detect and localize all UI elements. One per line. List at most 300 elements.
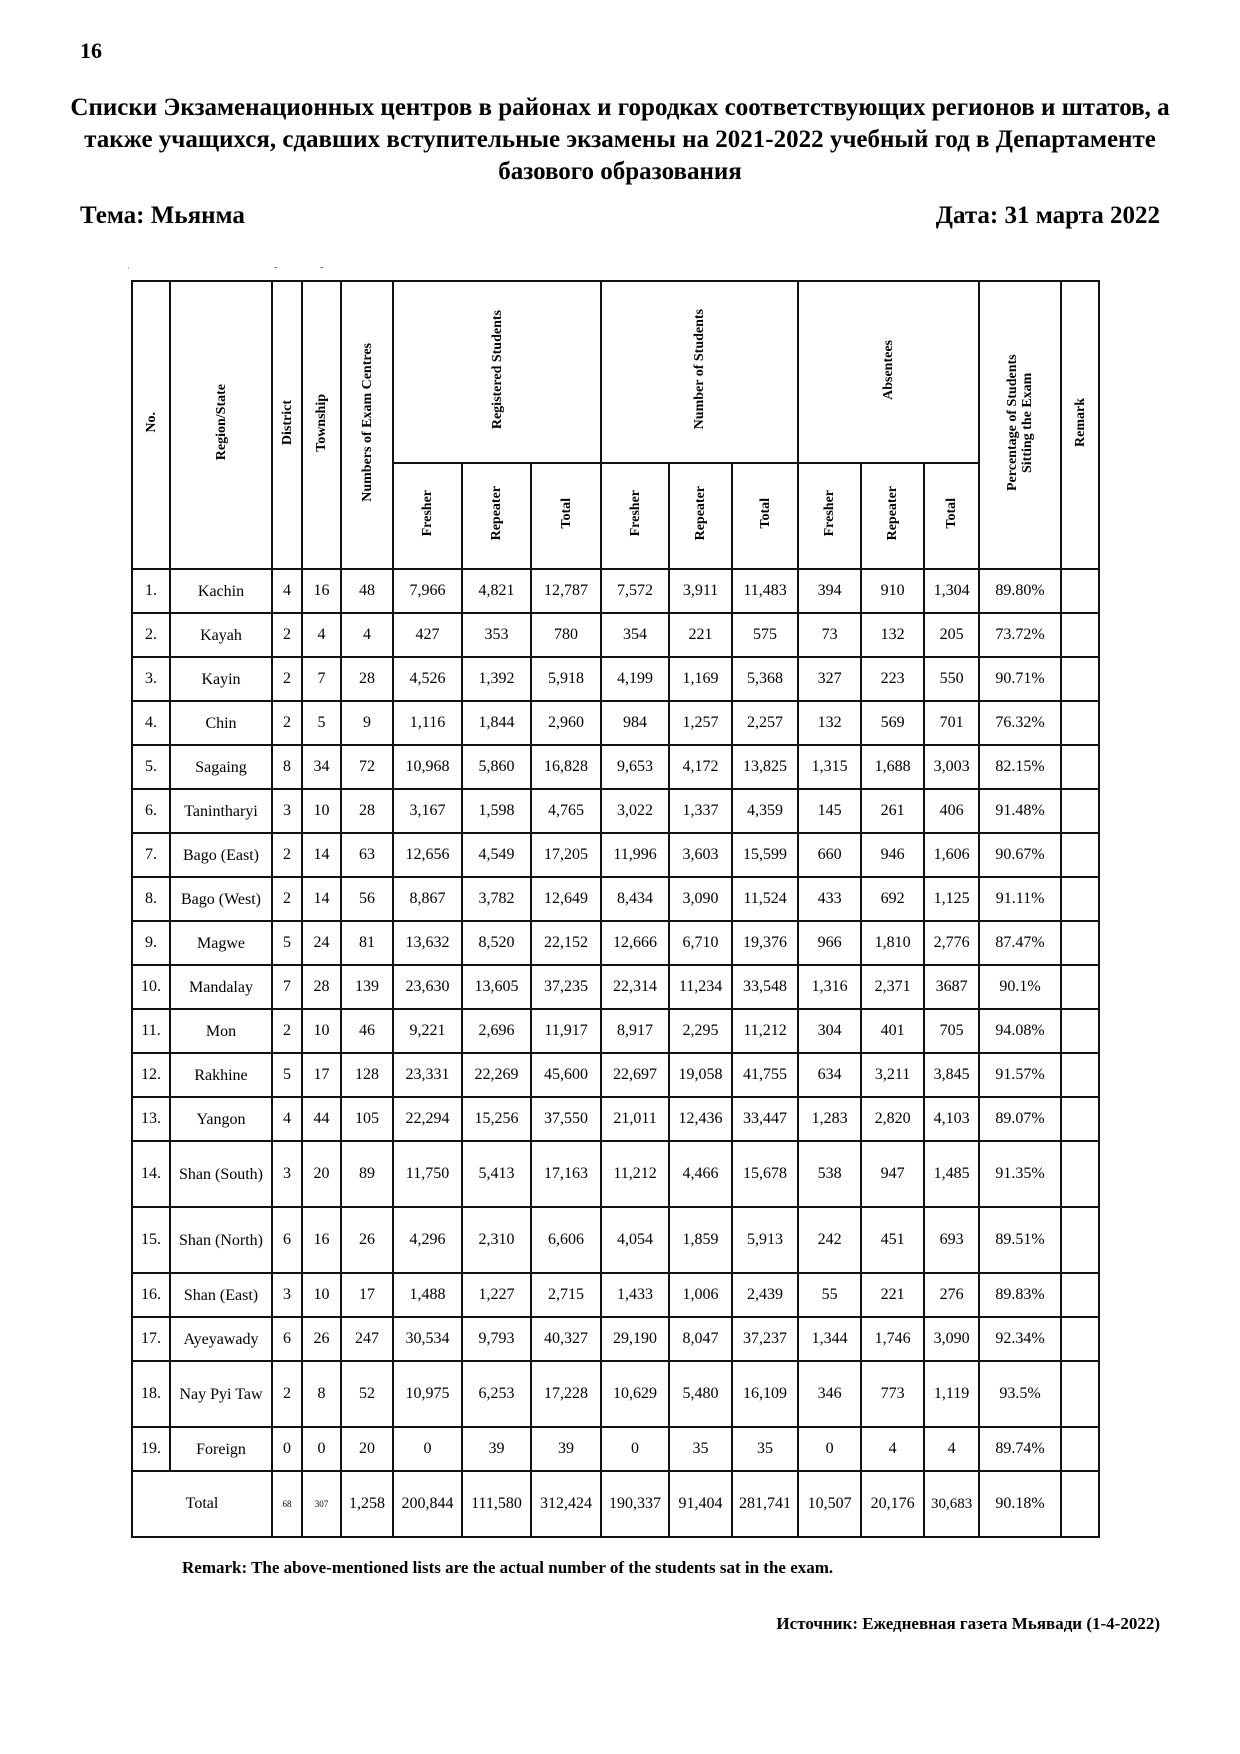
cell-abs-t: 1,119	[924, 1361, 979, 1427]
cell-abs-f: 394	[798, 569, 861, 613]
header-region: Region/State	[170, 281, 272, 569]
total-abs-f: 10,507	[798, 1471, 861, 1537]
region-cell: Rakhine	[170, 1053, 272, 1097]
cell-reg-f: 10,975	[393, 1361, 462, 1427]
cell-pct: 89.07%	[979, 1097, 1061, 1141]
subheader-repeater: Repeater	[462, 463, 531, 569]
cell-reg-t: 16,828	[531, 745, 601, 789]
cell-sit-r: 1,169	[669, 657, 732, 701]
cell-sit-f: 8,917	[601, 1009, 669, 1053]
cell-centres: 52	[341, 1361, 393, 1427]
cell-abs-f: 1,344	[798, 1317, 861, 1361]
cell-abs-r: 2,371	[861, 965, 924, 1009]
remark-cell	[1061, 657, 1099, 701]
cell-sit-f: 29,190	[601, 1317, 669, 1361]
cell-reg-t: 17,163	[531, 1141, 601, 1207]
remark-cell	[1061, 1053, 1099, 1097]
cell-reg-r: 6,253	[462, 1361, 531, 1427]
exam-statistics-table	[131, 280, 1100, 1538]
cell-abs-r: 223	[861, 657, 924, 701]
cell-reg-t: 6,606	[531, 1207, 601, 1273]
remark-cell	[1061, 965, 1099, 1009]
cell-sit-t: 33,548	[732, 965, 798, 1009]
subheader-total: Total	[531, 463, 601, 569]
table-row	[132, 833, 1099, 877]
table-row	[132, 1141, 1099, 1207]
cell-abs-t: 1,606	[924, 833, 979, 877]
cell-township: 28	[302, 965, 341, 1009]
cell-sit-r: 35	[669, 1427, 732, 1471]
cell-sit-r: 1,859	[669, 1207, 732, 1273]
cell-sit-f: 4,199	[601, 657, 669, 701]
cell-township: 14	[302, 833, 341, 877]
subheader-total: Total	[732, 463, 798, 569]
cell-reg-t: 11,917	[531, 1009, 601, 1053]
cell-sit-r: 8,047	[669, 1317, 732, 1361]
row-number-cell: 9.	[132, 921, 170, 965]
cell-district: 2	[272, 833, 302, 877]
cell-sit-f: 354	[601, 613, 669, 657]
cell-sit-r: 19,058	[669, 1053, 732, 1097]
cell-abs-f: 73	[798, 613, 861, 657]
remark-cell	[1061, 569, 1099, 613]
cell-reg-r: 39	[462, 1427, 531, 1471]
total-row	[132, 1471, 1099, 1537]
region-cell: Nay Pyi Taw	[170, 1361, 272, 1427]
cell-reg-f: 10,968	[393, 745, 462, 789]
cell-centres: 17	[341, 1273, 393, 1317]
cell-abs-t: 1,304	[924, 569, 979, 613]
row-number-cell: 11.	[132, 1009, 170, 1053]
cell-township: 14	[302, 877, 341, 921]
cell-abs-r: 773	[861, 1361, 924, 1427]
cell-abs-r: 947	[861, 1141, 924, 1207]
cell-abs-r: 692	[861, 877, 924, 921]
cell-sit-t: 5,368	[732, 657, 798, 701]
table-row	[132, 1273, 1099, 1317]
remark-note: Remark: The above-mentioned lists are the actual number of the students sat in the exam.	[182, 1558, 834, 1577]
cell-district: 4	[272, 569, 302, 613]
cell-centres: 63	[341, 833, 393, 877]
cell-township: 0	[302, 1427, 341, 1471]
table-row	[132, 701, 1099, 745]
cell-reg-r: 15,256	[462, 1097, 531, 1141]
table-row	[132, 921, 1099, 965]
cell-township: 7	[302, 657, 341, 701]
cell-abs-t: 3,090	[924, 1317, 979, 1361]
table-row	[132, 789, 1099, 833]
cell-pct: 76.32%	[979, 701, 1061, 745]
table-row	[132, 745, 1099, 789]
cell-sit-r: 12,436	[669, 1097, 732, 1141]
cell-pct: 89.83%	[979, 1273, 1061, 1317]
cell-sit-f: 11,212	[601, 1141, 669, 1207]
total-reg-r: 111,580	[462, 1471, 531, 1537]
cell-abs-t: 1,485	[924, 1141, 979, 1207]
cell-pct: 89.51%	[979, 1207, 1061, 1273]
cell-abs-r: 1,688	[861, 745, 924, 789]
cell-district: 4	[272, 1097, 302, 1141]
cell-reg-f: 23,630	[393, 965, 462, 1009]
cell-reg-t: 5,918	[531, 657, 601, 701]
cell-township: 10	[302, 789, 341, 833]
cell-sit-f: 9,653	[601, 745, 669, 789]
cell-reg-r: 353	[462, 613, 531, 657]
cell-district: 3	[272, 1141, 302, 1207]
cell-abs-r: 1,810	[861, 921, 924, 965]
cell-reg-t: 12,787	[531, 569, 601, 613]
cell-abs-f: 634	[798, 1053, 861, 1097]
cell-reg-r: 2,310	[462, 1207, 531, 1273]
cell-abs-t: 3687	[924, 965, 979, 1009]
cell-centres: 72	[341, 745, 393, 789]
cell-sit-f: 0	[601, 1427, 669, 1471]
cell-district: 6	[272, 1207, 302, 1273]
cell-abs-r: 401	[861, 1009, 924, 1053]
subheader-repeater: Repeater	[669, 463, 732, 569]
cell-centres: 89	[341, 1141, 393, 1207]
cell-reg-t: 22,152	[531, 921, 601, 965]
cell-district: 2	[272, 701, 302, 745]
row-number-cell: 7.	[132, 833, 170, 877]
cell-abs-r: 2,820	[861, 1097, 924, 1141]
cell-sit-t: 575	[732, 613, 798, 657]
cell-sit-t: 5,913	[732, 1207, 798, 1273]
cell-reg-t: 39	[531, 1427, 601, 1471]
cell-abs-f: 1,316	[798, 965, 861, 1009]
cell-centres: 26	[341, 1207, 393, 1273]
cell-abs-t: 276	[924, 1273, 979, 1317]
region-cell: Mandalay	[170, 965, 272, 1009]
total-pct: 90.18%	[979, 1471, 1061, 1537]
cell-abs-f: 433	[798, 877, 861, 921]
cell-sit-f: 12,666	[601, 921, 669, 965]
cell-centres: 28	[341, 657, 393, 701]
cell-pct: 90.1%	[979, 965, 1061, 1009]
cell-sit-f: 1,433	[601, 1273, 669, 1317]
cell-sit-r: 3,911	[669, 569, 732, 613]
table-row	[132, 613, 1099, 657]
cell-sit-t: 11,524	[732, 877, 798, 921]
header-number-of-students: Number of Students	[601, 281, 798, 463]
cell-reg-f: 11,750	[393, 1141, 462, 1207]
cell-reg-f: 7,966	[393, 569, 462, 613]
cell-abs-f: 327	[798, 657, 861, 701]
row-number-cell: 6.	[132, 789, 170, 833]
cell-sit-t: 2,257	[732, 701, 798, 745]
cell-sit-r: 221	[669, 613, 732, 657]
header-absentees: Absentees	[798, 281, 979, 463]
total-sit-f: 190,337	[601, 1471, 669, 1537]
source-line: Источник: Ежедневная газета Мьявади (1-4-2022)	[776, 1614, 1160, 1633]
cell-township: 10	[302, 1009, 341, 1053]
cell-reg-f: 0	[393, 1427, 462, 1471]
cell-centres: 4	[341, 613, 393, 657]
cell-reg-r: 3,782	[462, 877, 531, 921]
cell-sit-t: 41,755	[732, 1053, 798, 1097]
remark-cell	[1061, 1207, 1099, 1273]
cell-reg-t: 40,327	[531, 1317, 601, 1361]
cell-township: 4	[302, 613, 341, 657]
cell-abs-r: 221	[861, 1273, 924, 1317]
cell-abs-f: 660	[798, 833, 861, 877]
region-cell: Mon	[170, 1009, 272, 1053]
cell-pct: 91.35%	[979, 1141, 1061, 1207]
cell-sit-f: 11,996	[601, 833, 669, 877]
cell-sit-f: 22,314	[601, 965, 669, 1009]
cell-sit-f: 8,434	[601, 877, 669, 921]
cell-township: 34	[302, 745, 341, 789]
cell-sit-t: 2,439	[732, 1273, 798, 1317]
cell-reg-t: 37,550	[531, 1097, 601, 1141]
subheader-fresher: Fresher	[393, 463, 462, 569]
cell-sit-t: 16,109	[732, 1361, 798, 1427]
cell-centres: 105	[341, 1097, 393, 1141]
cell-abs-f: 0	[798, 1427, 861, 1471]
cell-sit-t: 15,678	[732, 1141, 798, 1207]
row-number-cell: 15.	[132, 1207, 170, 1273]
row-number-cell: 8.	[132, 877, 170, 921]
table-row	[132, 965, 1099, 1009]
cell-sit-t: 33,447	[732, 1097, 798, 1141]
header-district: District	[272, 281, 302, 569]
cell-district: 3	[272, 789, 302, 833]
cell-reg-t: 4,765	[531, 789, 601, 833]
remark-cell	[1061, 1427, 1099, 1471]
cell-reg-r: 1,227	[462, 1273, 531, 1317]
cell-abs-t: 3,845	[924, 1053, 979, 1097]
row-number-cell: 10.	[132, 965, 170, 1009]
cell-district: 3	[272, 1273, 302, 1317]
cell-abs-t: 205	[924, 613, 979, 657]
cell-reg-r: 13,605	[462, 965, 531, 1009]
cell-sit-r: 4,466	[669, 1141, 732, 1207]
region-cell: Kachin	[170, 569, 272, 613]
cell-centres: 139	[341, 965, 393, 1009]
remark-cell	[1061, 1009, 1099, 1053]
subheader-fresher: Fresher	[601, 463, 669, 569]
cell-reg-f: 22,294	[393, 1097, 462, 1141]
total-abs-r: 20,176	[861, 1471, 924, 1537]
cell-sit-f: 22,697	[601, 1053, 669, 1097]
region-cell: Sagaing	[170, 745, 272, 789]
subject-line: Тема: Мьянма	[80, 202, 245, 229]
remark-cell	[1061, 745, 1099, 789]
cell-sit-r: 3,603	[669, 833, 732, 877]
cell-reg-t: 17,228	[531, 1361, 601, 1427]
cell-township: 10	[302, 1273, 341, 1317]
cell-centres: 81	[341, 921, 393, 965]
cell-reg-f: 4,296	[393, 1207, 462, 1273]
table-row	[132, 657, 1099, 701]
cell-abs-r: 569	[861, 701, 924, 745]
remark-cell	[1061, 1471, 1099, 1537]
cell-abs-t: 406	[924, 789, 979, 833]
cell-abs-r: 451	[861, 1207, 924, 1273]
cell-township: 24	[302, 921, 341, 965]
cell-district: 2	[272, 657, 302, 701]
cell-reg-r: 5,860	[462, 745, 531, 789]
row-number-cell: 17.	[132, 1317, 170, 1361]
cell-abs-t: 1,125	[924, 877, 979, 921]
total-centres: 1,258	[341, 1471, 393, 1537]
cell-sit-r: 4,172	[669, 745, 732, 789]
cell-abs-t: 3,003	[924, 745, 979, 789]
table-row	[132, 1207, 1099, 1273]
cell-reg-f: 8,867	[393, 877, 462, 921]
remark-cell	[1061, 921, 1099, 965]
row-number-cell: 16.	[132, 1273, 170, 1317]
cell-reg-f: 9,221	[393, 1009, 462, 1053]
total-township: 307	[302, 1471, 341, 1537]
cell-reg-f: 1,488	[393, 1273, 462, 1317]
row-number-cell: 5.	[132, 745, 170, 789]
scan-artifact: -	[274, 262, 278, 273]
cell-township: 26	[302, 1317, 341, 1361]
cell-abs-f: 304	[798, 1009, 861, 1053]
cell-abs-r: 3,211	[861, 1053, 924, 1097]
row-number-cell: 13.	[132, 1097, 170, 1141]
table-row	[132, 1427, 1099, 1471]
table-row	[132, 1317, 1099, 1361]
cell-reg-r: 9,793	[462, 1317, 531, 1361]
cell-pct: 93.5%	[979, 1361, 1061, 1427]
cell-sit-r: 2,295	[669, 1009, 732, 1053]
total-abs-t: 30,683	[924, 1471, 979, 1537]
row-number-cell: 3.	[132, 657, 170, 701]
cell-district: 8	[272, 745, 302, 789]
region-cell: Foreign	[170, 1427, 272, 1471]
cell-sit-t: 11,483	[732, 569, 798, 613]
cell-pct: 91.48%	[979, 789, 1061, 833]
header-remark: Remark	[1061, 281, 1099, 569]
cell-centres: 46	[341, 1009, 393, 1053]
region-cell: Kayin	[170, 657, 272, 701]
cell-centres: 247	[341, 1317, 393, 1361]
cell-reg-f: 3,167	[393, 789, 462, 833]
row-number-cell: 12.	[132, 1053, 170, 1097]
table-row	[132, 877, 1099, 921]
cell-abs-t: 4,103	[924, 1097, 979, 1141]
remark-cell	[1061, 1141, 1099, 1207]
cell-sit-f: 10,629	[601, 1361, 669, 1427]
page-title: Списки Экзаменационных центров в районах и городках соответствующих регионов и штатов, а также учащихся, сдавших вступительные экзамены на 2021-2022 учебный год в Департаменте базового образования	[70, 94, 1170, 185]
cell-pct: 91.11%	[979, 877, 1061, 921]
cell-reg-r: 2,696	[462, 1009, 531, 1053]
cell-township: 5	[302, 701, 341, 745]
table-row	[132, 1009, 1099, 1053]
region-cell: Shan (North)	[170, 1207, 272, 1273]
row-number-cell: 14.	[132, 1141, 170, 1207]
cell-reg-r: 4,821	[462, 569, 531, 613]
cell-reg-r: 1,598	[462, 789, 531, 833]
cell-reg-f: 23,331	[393, 1053, 462, 1097]
cell-sit-f: 984	[601, 701, 669, 745]
cell-reg-f: 12,656	[393, 833, 462, 877]
total-reg-f: 200,844	[393, 1471, 462, 1537]
region-cell: Shan (South)	[170, 1141, 272, 1207]
region-cell: Kayah	[170, 613, 272, 657]
cell-abs-t: 705	[924, 1009, 979, 1053]
cell-sit-r: 3,090	[669, 877, 732, 921]
cell-sit-r: 11,234	[669, 965, 732, 1009]
region-cell: Chin	[170, 701, 272, 745]
cell-abs-r: 261	[861, 789, 924, 833]
remark-cell	[1061, 1361, 1099, 1427]
cell-sit-r: 1,006	[669, 1273, 732, 1317]
cell-centres: 56	[341, 877, 393, 921]
cell-sit-f: 7,572	[601, 569, 669, 613]
cell-reg-t: 12,649	[531, 877, 601, 921]
cell-sit-f: 21,011	[601, 1097, 669, 1141]
cell-reg-r: 5,413	[462, 1141, 531, 1207]
page-number: 16	[80, 38, 102, 63]
cell-centres: 48	[341, 569, 393, 613]
cell-abs-f: 132	[798, 701, 861, 745]
cell-abs-f: 55	[798, 1273, 861, 1317]
remark-cell	[1061, 1097, 1099, 1141]
total-label: Total	[132, 1471, 272, 1537]
row-number-cell: 4.	[132, 701, 170, 745]
cell-reg-r: 22,269	[462, 1053, 531, 1097]
cell-sit-f: 4,054	[601, 1207, 669, 1273]
header-exam-centres: Numbers of Exam Centres	[341, 281, 393, 569]
cell-pct: 91.57%	[979, 1053, 1061, 1097]
cell-sit-t: 15,599	[732, 833, 798, 877]
cell-sit-t: 11,212	[732, 1009, 798, 1053]
cell-reg-t: 2,715	[531, 1273, 601, 1317]
region-cell: Shan (East)	[170, 1273, 272, 1317]
region-cell: Bago (West)	[170, 877, 272, 921]
cell-district: 5	[272, 1053, 302, 1097]
cell-township: 16	[302, 1207, 341, 1273]
cell-sit-t: 13,825	[732, 745, 798, 789]
cell-reg-r: 1,392	[462, 657, 531, 701]
cell-sit-r: 6,710	[669, 921, 732, 965]
total-sit-t: 281,741	[732, 1471, 798, 1537]
cell-abs-t: 4	[924, 1427, 979, 1471]
cell-reg-r: 1,844	[462, 701, 531, 745]
cell-reg-t: 45,600	[531, 1053, 601, 1097]
region-cell: Yangon	[170, 1097, 272, 1141]
row-number-cell: 19.	[132, 1427, 170, 1471]
row-number-cell: 18.	[132, 1361, 170, 1427]
cell-sit-t: 37,237	[732, 1317, 798, 1361]
cell-abs-t: 2,776	[924, 921, 979, 965]
remark-cell	[1061, 1273, 1099, 1317]
cell-abs-r: 910	[861, 569, 924, 613]
cell-abs-f: 538	[798, 1141, 861, 1207]
table-row	[132, 569, 1099, 613]
remark-cell	[1061, 613, 1099, 657]
scan-artifact: -	[320, 262, 324, 273]
cell-district: 2	[272, 613, 302, 657]
cell-township: 8	[302, 1361, 341, 1427]
cell-abs-t: 701	[924, 701, 979, 745]
cell-sit-r: 1,257	[669, 701, 732, 745]
cell-district: 7	[272, 965, 302, 1009]
cell-pct: 89.74%	[979, 1427, 1061, 1471]
cell-district: 0	[272, 1427, 302, 1471]
row-number-cell: 2.	[132, 613, 170, 657]
cell-abs-f: 242	[798, 1207, 861, 1273]
total-sit-r: 91,404	[669, 1471, 732, 1537]
cell-sit-t: 35	[732, 1427, 798, 1471]
cell-pct: 92.34%	[979, 1317, 1061, 1361]
cell-centres: 128	[341, 1053, 393, 1097]
cell-district: 2	[272, 877, 302, 921]
subheader-repeater: Repeater	[861, 463, 924, 569]
